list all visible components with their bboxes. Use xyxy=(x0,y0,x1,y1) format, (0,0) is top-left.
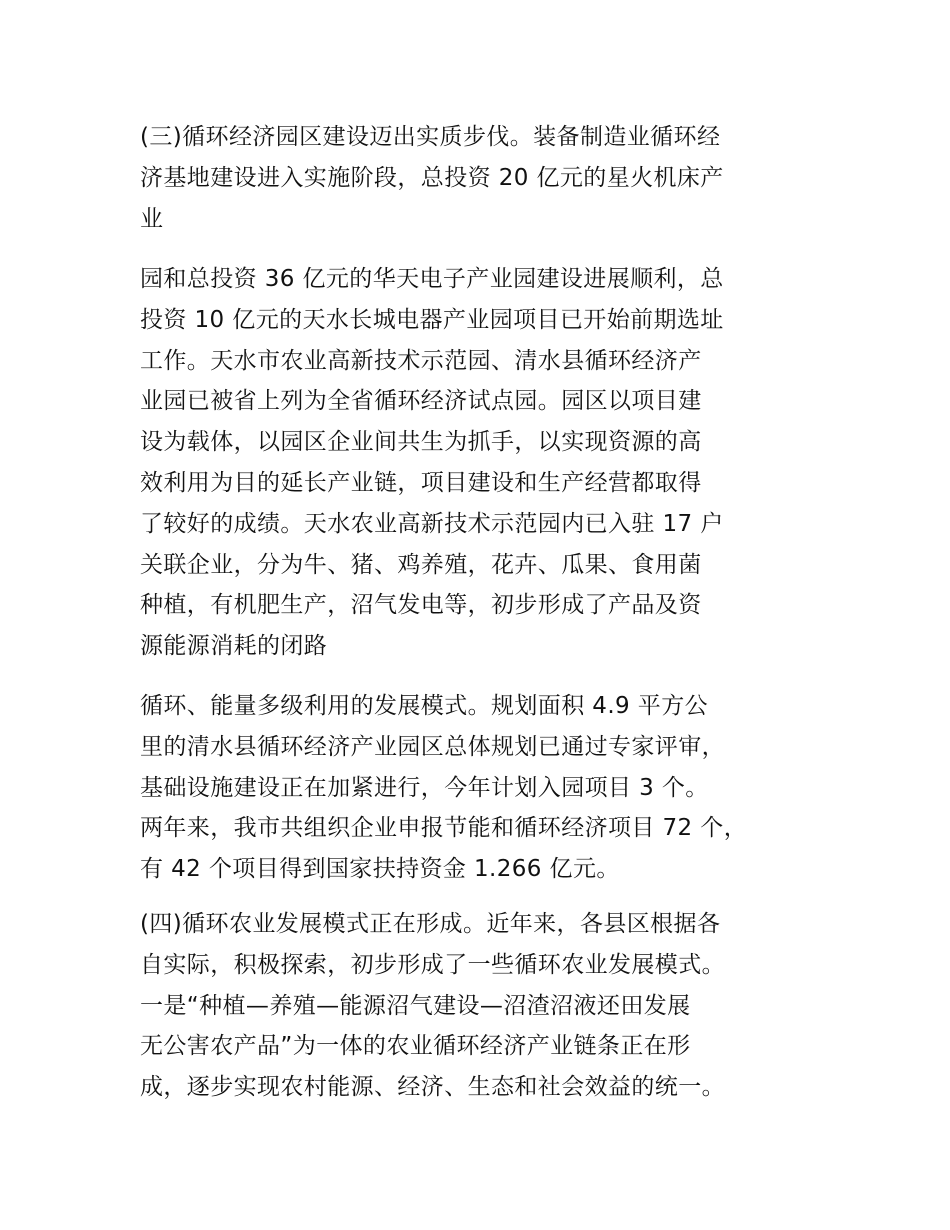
text-line: 源能源消耗的闭路 xyxy=(140,633,328,660)
text-line: 效利用为目的延长产业链，项目建设和生产经营都取得 xyxy=(140,469,702,496)
text-line: (四)循环农业发展模式正在形成。近年来，各县区根据各 xyxy=(140,911,721,937)
paragraph-circular-agriculture xyxy=(140,904,840,1108)
text-line: (三)循环经济园区建设迈出实质步伐。装备制造业循环经 xyxy=(140,124,721,150)
paragraph-circular-park xyxy=(140,117,840,239)
text-line: 设为载体，以园区企业间共生为抓手，以实现资源的高 xyxy=(140,429,702,456)
text-line: 无公害农产品”为一体的农业循环经济产业链条正在形 xyxy=(140,1033,691,1060)
text-line: 两年来，我市共组织企业申报节能和循环经济项目 72 个， xyxy=(140,815,748,842)
text-line: 关联企业，分为牛、猪、鸡养殖，花卉、瓜果、食用菌 xyxy=(140,551,702,578)
text-line: 种植，有机肥生产，沼气发电等，初步形成了产品及资 xyxy=(140,592,702,619)
text-line: 有 42 个项目得到国家扶持资金 1.266 亿元。 xyxy=(140,856,620,883)
text-line: 里的清水县循环经济产业园区总体规划已通过专家评审， xyxy=(140,733,725,760)
text-line: 循环、能量多级利用的发展模式。规划面积 4.9 平方公 xyxy=(140,693,708,719)
text-line: 成，逐步实现农村能源、经济、生态和社会效益的统一。 xyxy=(140,1074,725,1101)
text-line: 工作。天水市农业高新技术示范园、清水县循环经济产 xyxy=(140,347,702,374)
text-line: 自实际，积极探索，初步形成了一些循环农业发展模式。 xyxy=(140,951,725,978)
text-line: 了较好的成绩。天水农业高新技术示范园内已入驻 17 户 xyxy=(140,510,724,537)
paragraph-development-model xyxy=(140,686,840,890)
text-line: 投资 10 亿元的天水长城电器产业园项目已开始前期选址 xyxy=(140,306,724,333)
text-line: 济基地建设进入实施阶段，总投资 20 亿元的星火机床产 xyxy=(140,164,724,191)
text-line: 业 xyxy=(140,205,164,232)
text-line: 园和总投资 36 亿元的华天电子产业园建设进展顺利，总 xyxy=(140,266,724,292)
text-line: 业园已被省上列为全省循环经济试点园。园区以项目建 xyxy=(140,388,702,415)
paragraph-industrial-parks xyxy=(140,259,840,667)
text-line: 基础设施建设正在加紧进行，今年计划入园项目 3 个。 xyxy=(140,774,709,801)
text-line: 一是“种植—养殖—能源沼气建设—沼渣沼液还田发展 xyxy=(140,992,691,1019)
